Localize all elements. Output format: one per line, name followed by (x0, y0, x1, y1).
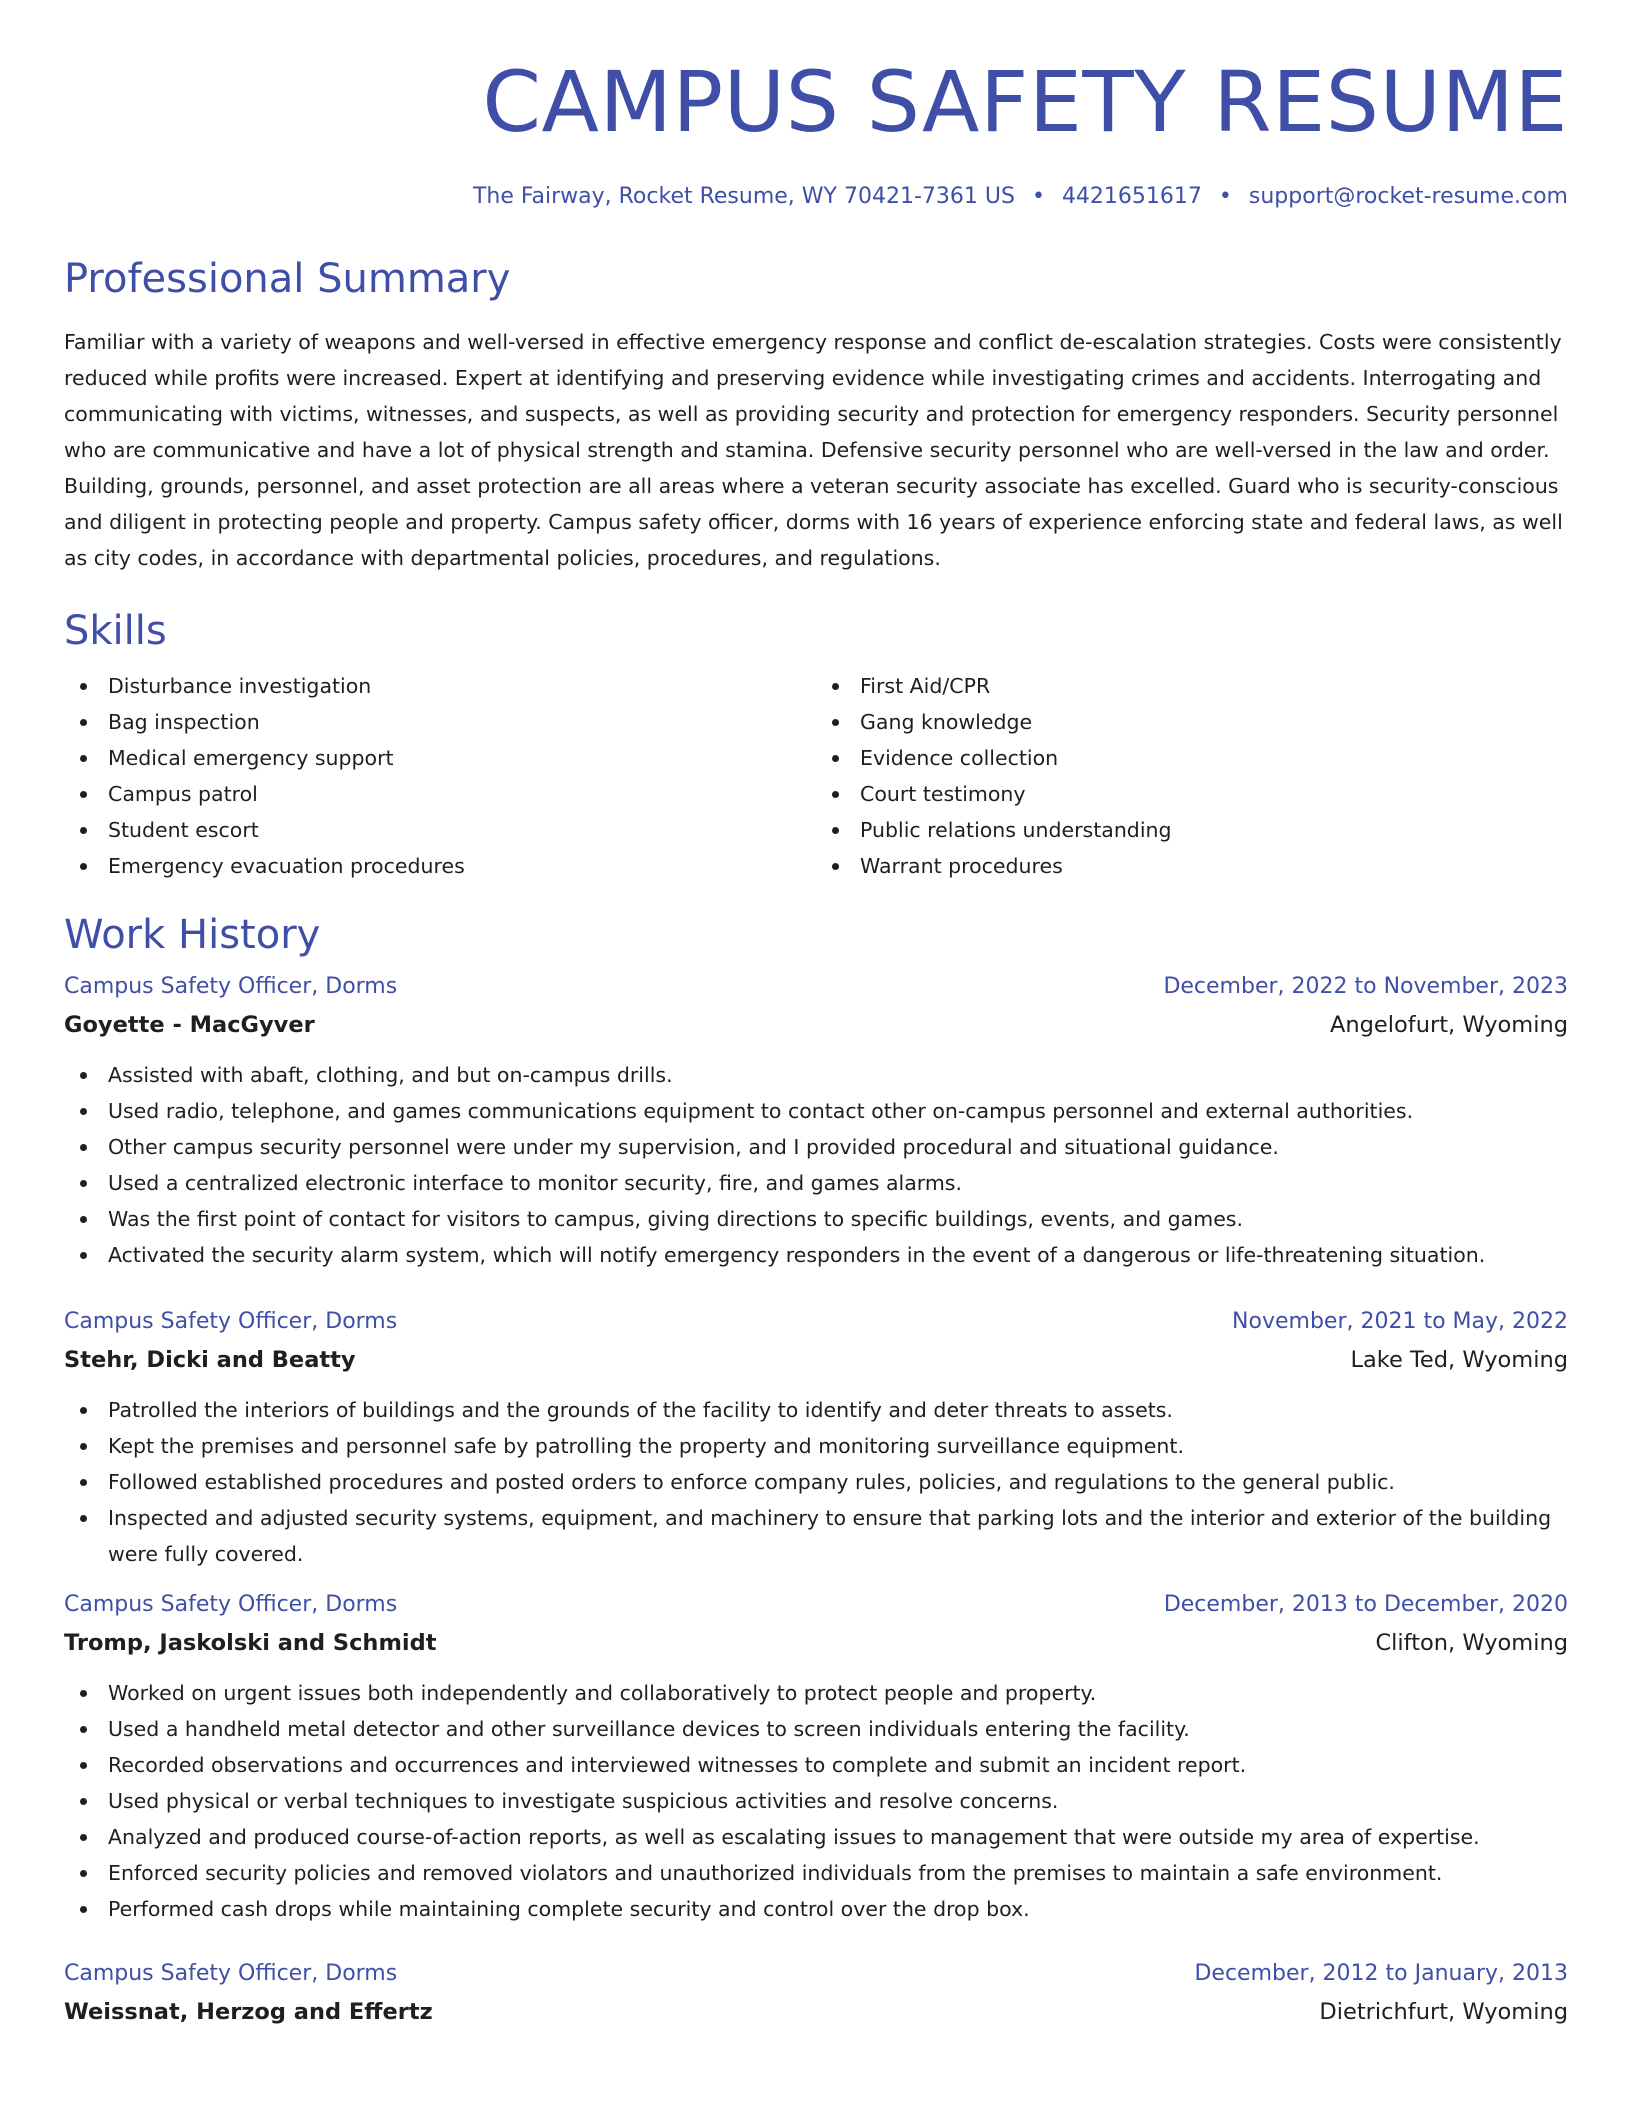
contact-line (64, 182, 1568, 212)
duty-item: Patrolled the interiors of buildings and the grounds of the facility to identify and deter threats to assets. (64, 1392, 1568, 1428)
job-dates: November, 2021 to May, 2022 (1232, 1309, 1568, 1334)
job-location: Clifton, Wyoming (1375, 1630, 1568, 1656)
skill-item: First Aid/CPR (816, 668, 1568, 704)
job-entry (64, 968, 1568, 1273)
skill-item: Disturbance investigation (64, 668, 816, 704)
skills-section (64, 606, 1568, 884)
job-entry (64, 1586, 1568, 1927)
resume-title: CAMPUS SAFETY RESUME (482, 53, 1568, 151)
job-dates: December, 2012 to January, 2013 (1194, 1961, 1568, 1986)
duty-item: Performed cash drops while maintaining complete security and control over the drop box. (64, 1891, 1568, 1927)
duty-item: Activated the security alarm system, which will notify emergency responders in the event of a dangerous or life-threatening situation. (64, 1237, 1568, 1273)
skill-item: Student escort (64, 812, 816, 848)
duty-item: Other campus security personnel were under my supervision, and I provided procedural and situational guidance. (64, 1129, 1568, 1165)
contact-separator: • (1031, 184, 1045, 209)
skill-item: Medical emergency support (64, 740, 816, 776)
job-dates: December, 2022 to November, 2023 (1163, 974, 1568, 999)
job-location: Angelofurt, Wyoming (1330, 1012, 1568, 1038)
duty-item: Assisted with abaft, clothing, and but on-campus drills. (64, 1057, 1568, 1093)
work-history-heading: Work History (64, 912, 321, 958)
skill-item: Court testimony (816, 776, 1568, 812)
skill-item: Warrant procedures (816, 848, 1568, 884)
job-company: Stehr, Dicki and Beatty (64, 1347, 356, 1373)
job-location: Dietrichfurt, Wyoming (1319, 1999, 1568, 2025)
duty-item: Used radio, telephone, and games communications equipment to contact other on-campus personnel and external authorities. (64, 1093, 1568, 1129)
skills-list-right (816, 668, 1568, 884)
contact-address: The Fairway, Rocket Resume, WY 70421-7361 US (472, 184, 1015, 209)
job-duties (64, 1675, 1568, 1927)
skill-item: Evidence collection (816, 740, 1568, 776)
job-company: Weissnat, Herzog and Effertz (64, 1999, 433, 2025)
duty-item: Analyzed and produced course-of-action reports, as well as escalating issues to management that were outside my area of expertise. (64, 1819, 1568, 1855)
contact-email[interactable]: support@rocket-resume.com (1248, 184, 1568, 209)
skills-list-left (64, 668, 816, 884)
job-duties (64, 1392, 1568, 1572)
duty-item: Recorded observations and occurrences and interviewed witnesses to complete and submit an incident report. (64, 1747, 1568, 1783)
job-entry (64, 1955, 1568, 2031)
duty-item: Followed established procedures and posted orders to enforce company rules, policies, and regulations to the general public. (64, 1464, 1568, 1500)
duty-item: Kept the premises and personnel safe by patrolling the property and monitoring surveillance equipment. (64, 1428, 1568, 1464)
duty-item: Enforced security policies and removed violators and unauthorized individuals from the premises to maintain a safe environment. (64, 1855, 1568, 1891)
contact-separator: • (1218, 184, 1232, 209)
job-title: Campus Safety Officer, Dorms (64, 1961, 398, 1986)
skill-item: Bag inspection (64, 704, 816, 740)
summary-text: Familiar with a variety of weapons and well-versed in effective emergency response and conflict de-escalation strategies. Costs were consistently reduced while profits were increased. Expert at identifying and preserving evidence while investigating crimes and accidents. Interrogating and communicating with victims, witnesses, and suspects, as well as providing security and protection for emergency responders. Security personnel who are communicative and have a lot of physical strength and stamina. Defensive security personnel who are well-versed in the law and order. Building, grounds, personnel, and asset protection are all areas where a veteran security associate has excelled. Guard who is security-conscious and diligent in protecting people and property. Campus safety officer, dorms with 16 years of experience enforcing state and federal laws, as well as city codes, in accordance with departmental policies, procedures, and regulations. (64, 330, 1563, 570)
duty-item: Used a handheld metal detector and other surveillance devices to screen individuals entering the facility. (64, 1711, 1568, 1747)
job-location: Lake Ted, Wyoming (1350, 1347, 1568, 1373)
skill-item: Emergency evacuation procedures (64, 848, 816, 884)
duty-item: Used a centralized electronic interface to monitor security, fire, and games alarms. (64, 1165, 1568, 1201)
skill-item: Gang knowledge (816, 704, 1568, 740)
job-dates: December, 2013 to December, 2020 (1163, 1592, 1568, 1617)
job-company: Goyette - MacGyver (64, 1012, 315, 1038)
job-company: Tromp, Jaskolski and Schmidt (64, 1630, 437, 1656)
work-history-section (64, 910, 1568, 2031)
duty-item: Worked on urgent issues both independently and collaboratively to protect people and property. (64, 1675, 1568, 1711)
contact-phone: 4421651617 (1061, 184, 1202, 209)
duty-item: Inspected and adjusted security systems, equipment, and machinery to ensure that parking lots and the interior and exterior of the building were fully covered. (64, 1500, 1568, 1572)
job-title: Campus Safety Officer, Dorms (64, 1592, 398, 1617)
skills-heading: Skills (64, 608, 167, 654)
duty-item: Used physical or verbal techniques to investigate suspicious activities and resolve concerns. (64, 1783, 1568, 1819)
skills-grid (64, 668, 1568, 884)
resume-header (64, 0, 1568, 212)
job-title: Campus Safety Officer, Dorms (64, 1309, 398, 1334)
skill-item: Public relations understanding (816, 812, 1568, 848)
job-entry (64, 1303, 1568, 1572)
skill-item: Campus patrol (64, 776, 816, 812)
summary-heading: Professional Summary (64, 256, 511, 302)
summary-section (64, 254, 1568, 576)
duty-item: Was the first point of contact for visitors to campus, giving directions to specific buildings, events, and games. (64, 1201, 1568, 1237)
job-duties (64, 1057, 1568, 1273)
job-title: Campus Safety Officer, Dorms (64, 974, 398, 999)
